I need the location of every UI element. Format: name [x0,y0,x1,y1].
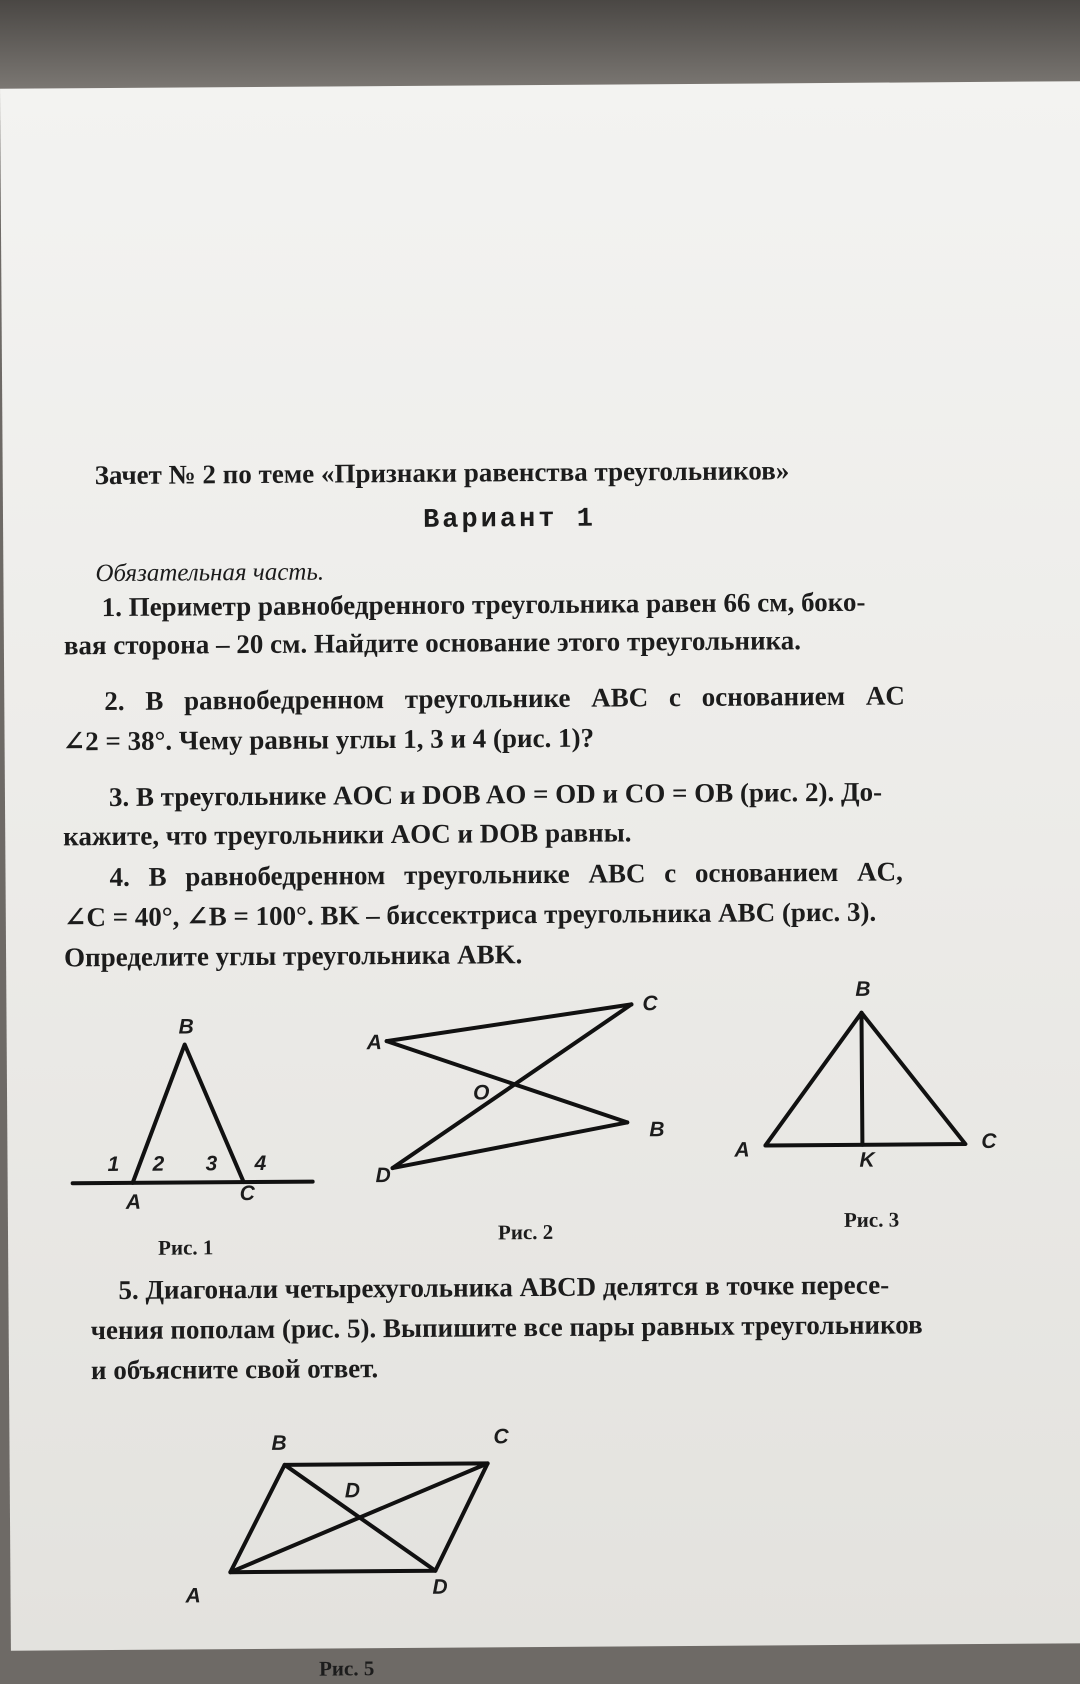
angle-label-4: 4 [254,1151,267,1176]
angle-label-3: 3 [205,1152,218,1176]
triangle-abc [764,1012,965,1145]
angle-label-1: 1 [107,1152,120,1177]
figure-3-bisector-triangle [756,1002,997,1164]
base-line [73,1182,313,1184]
problem-line: чения пополам (рис. 5). Выпишите все пары равных треугольников [90,1309,923,1346]
figure-2-crossed-triangles [376,989,657,1191]
figure-3-caption: Рис. 3 [843,1207,900,1232]
angle-label-2: 2 [152,1152,165,1176]
variant-heading: Вариант 1 [422,504,596,536]
vertex-label-b: B [649,1118,665,1142]
problem-line: 4. В равнобедренном треугольнике ABC с основанием AC, [109,856,903,893]
vertex-label-c: C [493,1425,509,1449]
problem-line: 5. Диагонали четырехугольника ABCD делятся в точке пересе- [118,1269,890,1305]
bisector-bk [861,1013,862,1145]
problem-line: 3. В треугольнике AOC и DOB AO = OD и CO = OB (рис. 2). До- [108,776,883,813]
figure-5-parallelogram [210,1455,511,1607]
vertex-label-c: C [642,992,658,1016]
problem-line: ∠C = 40°, ∠B = 100°. BK – биссектриса треугольника ABC (рис. 3). [63,896,877,933]
point-label-k: K [859,1148,875,1172]
problem-line: Определите углы треугольника ABK. [63,939,523,973]
vertex-label-a: A [734,1138,750,1162]
vertex-label-b: B [271,1431,287,1455]
vertex-label-b: B [855,977,871,1001]
test-title: Зачет № 2 по теме «Признаки равенства треугольников» [94,455,790,491]
section-heading: Обязательная часть. [95,558,325,588]
triangle-sides [132,1044,244,1183]
center-label-d: D [344,1479,361,1503]
vertex-label-c: C [239,1182,255,1206]
problem-line: и объясните свой ответ. [90,1353,379,1386]
vertex-label-c: C [981,1129,997,1153]
problem-line: ∠2 = 38°. Чему равны углы 1, 3 и 4 (рис. 1)? [62,722,595,757]
segment-ac [386,1004,631,1041]
vertex-label-d: D [375,1164,391,1188]
problem-line: 2. В равнобедренном треугольнике ABC с основанием AC [104,680,905,717]
vertex-label-b: B [178,1015,194,1039]
problem-line: кажите, что треугольники AOC и DOB равны. [63,817,632,852]
vertex-label-d: D [432,1575,448,1599]
figure-2-caption: Рис. 2 [497,1219,554,1245]
figure-1-isosceles-triangle [66,1002,328,1224]
center-label-o: O [472,1081,490,1105]
figure-5-caption: Рис. 5 [318,1656,375,1681]
segment-ab [387,1039,628,1124]
vertex-label-a: A [185,1584,201,1608]
vertex-label-a: A [366,1031,382,1055]
test-sheet [0,81,1080,1681]
figure-1-caption: Рис. 1 [158,1235,214,1260]
problem-line: 1. Периметр равнобедренного треугольника равен 66 см, боко- [101,586,866,623]
vertex-label-a: A [125,1190,142,1214]
problem-line: вая сторона – 20 см. Найдите основание этого треугольника. [63,625,802,661]
